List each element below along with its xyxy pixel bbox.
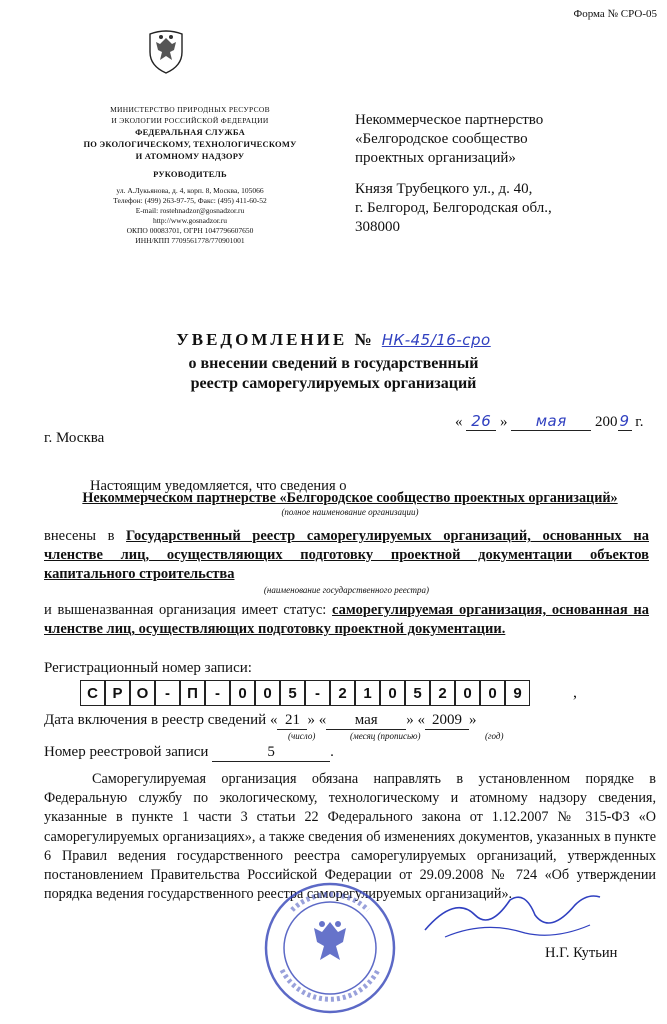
notice-number-handwritten: НК-45/16-сро	[381, 331, 491, 349]
city: г. Москва	[44, 430, 105, 446]
letterhead-address: ул. А.Лукьянова, д. 4, корп. 8, Москва, 105066	[116, 186, 264, 195]
coat-of-arms-icon	[146, 28, 186, 74]
quote: «	[455, 414, 463, 430]
registration-cell: -	[155, 680, 180, 706]
ministry-line: МИНИСТЕРСТВО ПРИРОДНЫХ РЕСУРСОВ	[110, 105, 270, 114]
record-label: Номер реестровой записи	[44, 744, 209, 760]
addressee-block	[355, 111, 552, 237]
registration-cell: Р	[105, 680, 130, 706]
registration-cell: 0	[480, 680, 505, 706]
inclusion-year: 2009	[425, 712, 469, 730]
issue-day: 26	[466, 412, 496, 431]
addressee-line: Некоммерческое партнерство	[355, 112, 544, 128]
registry-name: Государственный реестр саморегулируемых организаций, основанных на членстве лиц, осуществляющих подготовку проектной документации объектов капитального строительства	[44, 528, 649, 582]
status-prefix: и вышеназванная организация имеет статус:	[44, 602, 327, 618]
obligation-paragraph: Саморегулируемая организация обязана направлять в установленном порядке в Федеральную службу по экологическому, технологическому и атомному надзору сведения, указанные в пункте 1 части 3 статьи 22 Федерального закона от 1.12.2007 № 315-ФЗ «О саморегулируемых организациях», а также сведения об изменениях документов, указанных в пункте 6 Правил ведения государственного реестра саморегулируемых организаций, утвержденных постановлением Правительства Российской Федерации от 29.09.2008 № 724 «Об утверждении порядка ведения государственного реестра саморегулируемых организаций».	[44, 771, 656, 903]
inclusion-month: мая	[326, 712, 406, 730]
registration-cell: -	[305, 680, 330, 706]
letterhead-phone: Телефон: (499) 263-97-75, Факс: (495) 411-60-52	[113, 196, 267, 205]
addressee-line: проектных организаций»	[355, 150, 516, 166]
issue-year-digit: 9	[619, 412, 630, 430]
letterhead-email: E-mail: rostehnadzor@gosnadzor.ru	[135, 206, 245, 215]
registration-cell: 0	[230, 680, 255, 706]
service-line: ФЕДЕРАЛЬНАЯ СЛУЖБА	[135, 127, 245, 137]
form-number: Форма № СРО-05	[573, 8, 657, 20]
title-main: УВЕДОМЛЕНИЕ №	[176, 330, 375, 349]
registration-cell: 0	[455, 680, 480, 706]
registration-cell: 0	[255, 680, 280, 706]
registration-cell: 9	[505, 680, 530, 706]
registration-cell: 5	[405, 680, 430, 706]
service-line: ПО ЭКОЛОГИЧЕСКОМУ, ТЕХНОЛОГИЧЕСКОМУ	[83, 139, 297, 149]
signature-icon	[415, 885, 605, 945]
month-caption: (месяц (прописью)	[350, 731, 421, 741]
letterhead-website: http://www.gosnadzor.ru	[152, 216, 228, 225]
addressee-address: Князя Трубецкого ул., д. 40,	[355, 181, 533, 197]
status-text: саморегулируемая организация, основанная на членстве лиц, осуществляющих подготовку проектной документации.	[44, 602, 650, 637]
org-name: Некоммерческом партнерстве «Белгородское сообщество проектных организаций»	[82, 490, 618, 506]
service-line: И АТОМНОМУ НАДЗОРУ	[135, 151, 245, 161]
inclusion-label: Дата включения в реестр сведений	[44, 712, 267, 728]
official-stamp-icon	[262, 880, 398, 1016]
ministry-line: И ЭКОЛОГИИ РОССИЙСКОЙ ФЕДЕРАЦИИ	[111, 116, 269, 125]
registration-cell: 0	[380, 680, 405, 706]
addressee-address: 308000	[355, 219, 400, 235]
registration-cell: -	[205, 680, 230, 706]
inclusion-date-row: Дата включения в реестр сведений « 21 » « мая » « 2009 »	[44, 712, 477, 728]
registration-cell: 5	[280, 680, 305, 706]
addressee-address: г. Белгород, Белгородская обл.,	[355, 200, 552, 216]
registration-number-cells	[80, 680, 530, 706]
record-dot: .	[330, 744, 334, 760]
record-row	[44, 744, 644, 762]
org-caption: (полное наименование организации)	[281, 507, 419, 517]
registration-cell: П	[180, 680, 205, 706]
letterhead-okpo: ОКПО 00083701, ОГРН 1047796607650	[126, 226, 254, 235]
notice-title	[0, 330, 667, 394]
record-value: 5	[212, 744, 330, 762]
title-subtitle: о внесении сведений в государственный	[188, 355, 479, 372]
registry-caption: (наименование государственного реестра)	[263, 585, 430, 595]
quote: »	[500, 414, 508, 430]
org-name-block	[50, 490, 650, 517]
registration-cell: 1	[355, 680, 380, 706]
head-title: РУКОВОДИТЕЛЬ	[153, 169, 227, 179]
day-caption: (число)	[288, 731, 316, 741]
registration-cell: 2	[330, 680, 355, 706]
inclusion-day: 21	[277, 712, 307, 730]
issue-year-suffix: г.	[635, 414, 644, 430]
notice-intro: Настоящим уведомляется, что сведения о	[90, 478, 347, 494]
registration-cell: С	[80, 680, 105, 706]
letterhead-inn: ИНН/КПП 7709561778/770901001	[135, 236, 245, 245]
issue-year-prefix: 200	[595, 414, 618, 430]
registration-cell: 2	[430, 680, 455, 706]
entered-prefix: внесены в	[44, 528, 115, 544]
status-block	[44, 601, 649, 639]
ministry-letterhead	[60, 104, 320, 246]
issue-date	[455, 412, 643, 431]
signatory-name: Н.Г. Кутьин	[545, 945, 618, 961]
registry-block	[44, 527, 649, 584]
registration-label: Регистрационный номер записи:	[44, 660, 252, 676]
addressee-line: «Белгородское сообщество	[355, 131, 528, 147]
title-subtitle: реестр саморегулируемых организаций	[190, 375, 477, 392]
registration-trailing: ,	[573, 684, 577, 701]
registration-cell: О	[130, 680, 155, 706]
issue-month: мая	[511, 412, 591, 431]
year-caption: (год)	[485, 731, 504, 741]
